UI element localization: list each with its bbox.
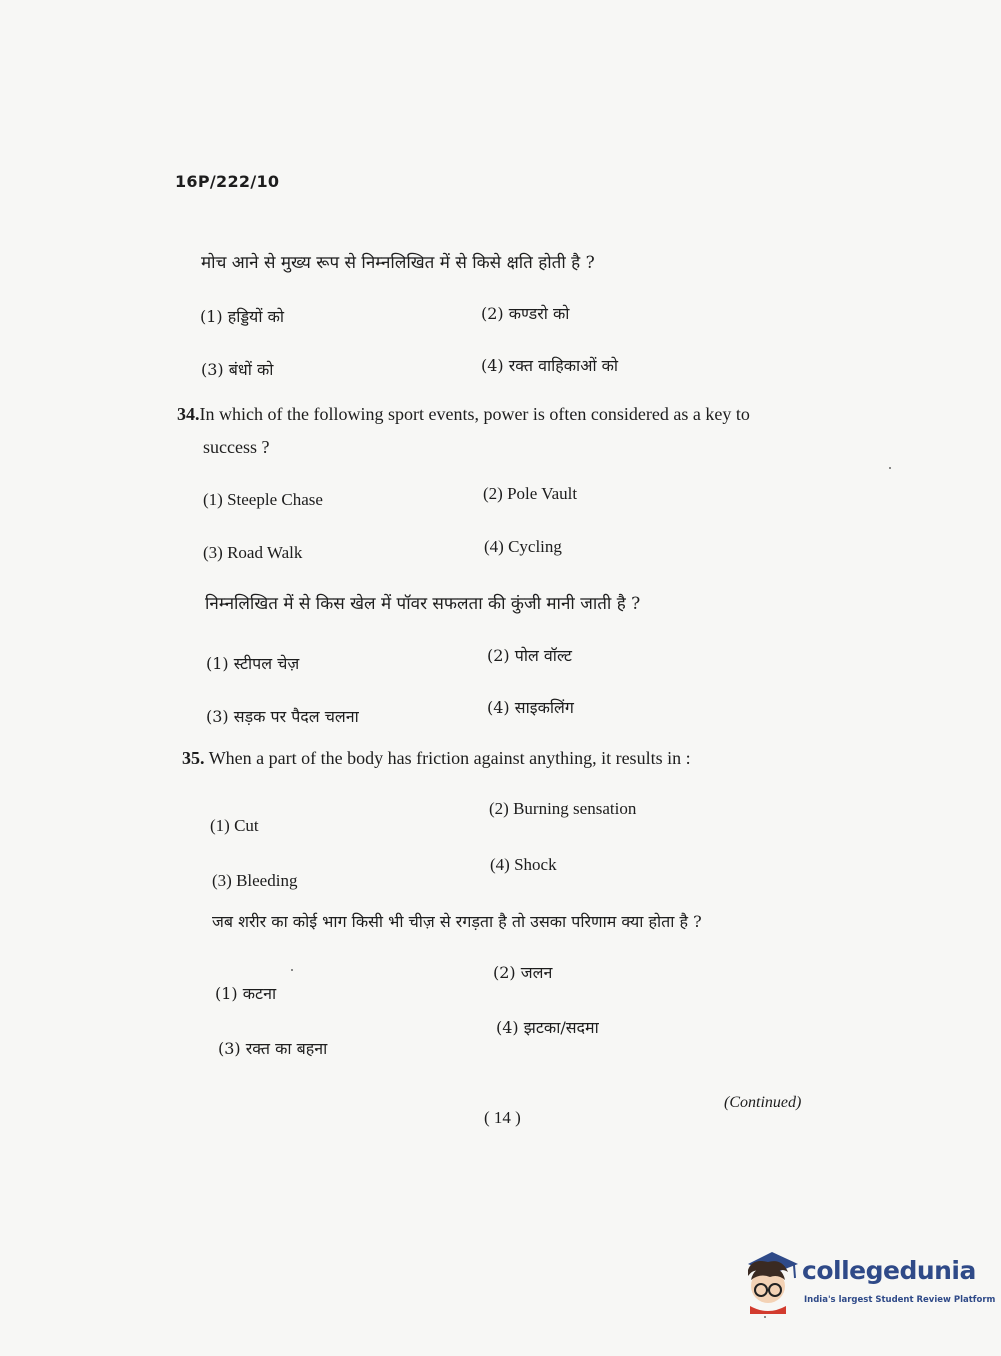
q35-option-1: (1) Cut [210,816,259,835]
paper-code: 16P/222/10 [175,172,280,191]
q34-option-3: (3) Road Walk [203,543,303,562]
q34-question-text: In which of the following sport events, power is often considered as a key to [199,404,750,424]
q34-number: 34. [177,404,200,424]
q35-option-2: (2) Burning sensation [489,799,637,818]
student-mascot-icon [742,1250,800,1314]
q35-hindi-option-3: (3) रक्त का बहना [218,1039,328,1058]
q35-question-line [182,748,691,769]
q33-hindi-option-1: (1) हड्डियों को [200,307,285,326]
q35-hindi-question: जब शरीर का कोई भाग किसी भी चीज़ से रगड़ता है तो उसका परिणाम क्या होता है ? [212,912,702,931]
q34-hindi-question: निम्नलिखित में से किस खेल में पॉवर सफलता की कुंजी मानी जाती है ? [205,594,641,614]
q35-hindi-option-1: (1) कटना [215,984,277,1003]
collegedunia-watermark [742,1250,996,1320]
q35-hindi-option-2: (2) जलन [493,963,553,982]
q35-option-3: (3) Bleeding [212,871,298,890]
q35-hindi-option-4: (4) झटका/सदमा [496,1018,599,1037]
q33-hindi-question: मोच आने से मुख्य रूप से निम्नलिखित में से किसे क्षति होती है ? [201,253,595,273]
q34-hindi-option-2: (2) पोल वॉल्ट [487,646,572,665]
q34-option-4: (4) Cycling [484,537,562,556]
q33-hindi-option-4: (4) रक्त वाहिकाओं को [481,356,619,375]
q34-hindi-option-3: (3) सड़क पर पैदल चलना [206,707,359,726]
brand-name: collegedunia [802,1256,976,1285]
q35-question-text: When a part of the body has friction against anything, it results in : [208,748,691,768]
scan-speck [889,467,891,469]
q34-hindi-option-1: (1) स्टीपल चेज़ [206,654,300,673]
q34-question-line1 [177,404,750,425]
q35-number: 35. [182,748,205,768]
q35-option-4: (4) Shock [490,855,557,874]
brand-tagline: India's largest Student Review Platform [804,1295,996,1305]
q34-option-2: (2) Pole Vault [483,484,578,503]
page-number: ( 14 ) [484,1108,521,1127]
q34-option-1: (1) Steeple Chase [203,490,323,509]
continued-label: (Continued) [724,1094,802,1111]
scan-speck [291,969,293,971]
q34-hindi-option-4: (4) साइकलिंग [487,698,574,717]
q34-question-line2: success ? [203,437,270,457]
q33-hindi-option-2: (2) कण्डरो को [481,304,570,323]
q33-hindi-option-3: (3) बंधों को [201,360,274,379]
